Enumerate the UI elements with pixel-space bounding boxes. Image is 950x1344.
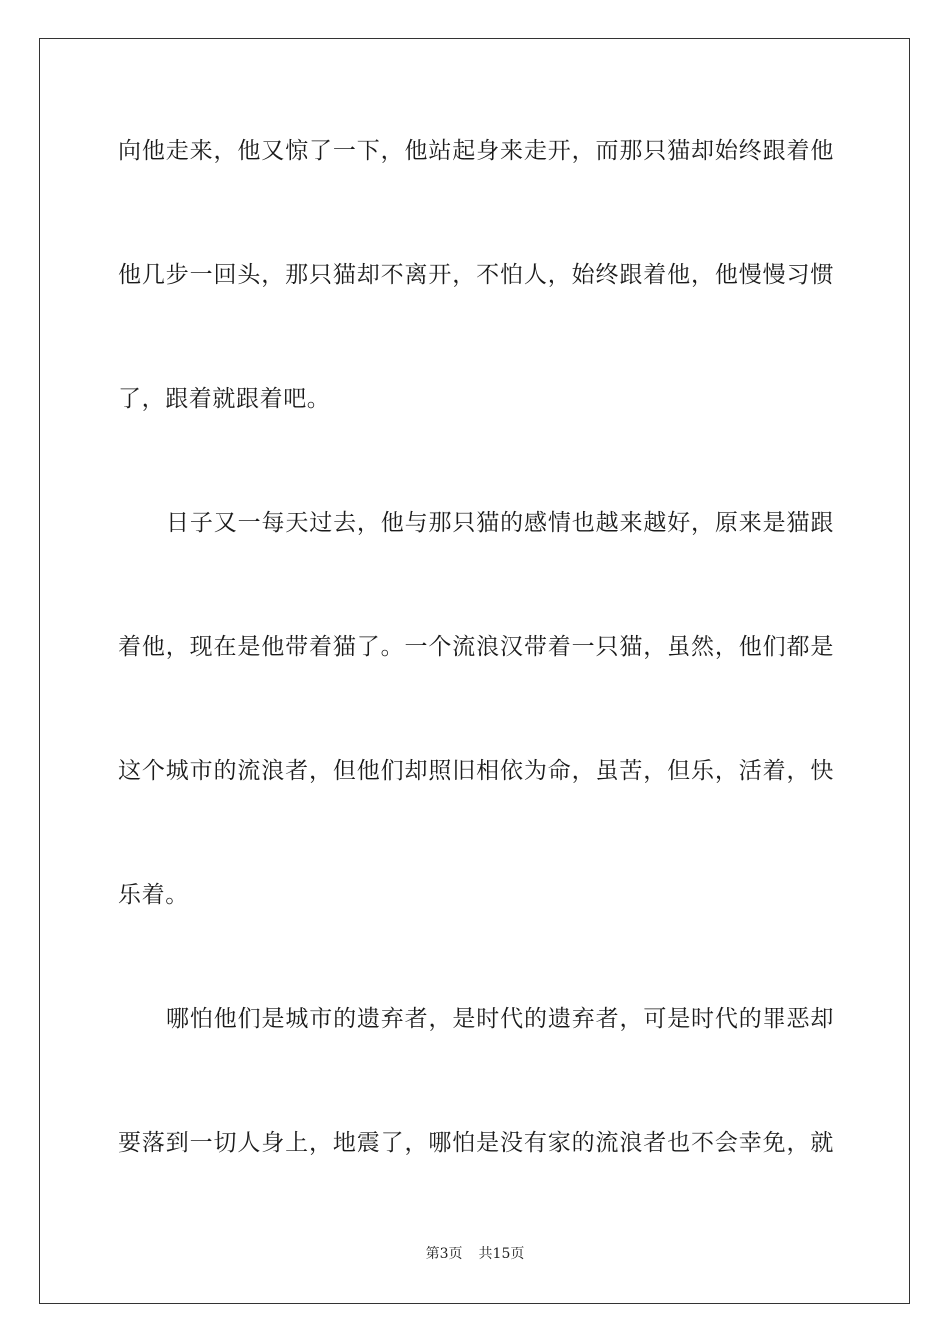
paragraph-start-line: 日子又一每天过去，他与那只猫的感情也越来越好，原来是猫跟 xyxy=(166,510,834,536)
page-border xyxy=(39,38,910,1304)
text-line: 了，跟着就跟着吧。 xyxy=(118,386,331,412)
page-footer xyxy=(0,1244,950,1264)
text-line: 着他，现在是他带着猫了。一个流浪汉带着一只猫，虽然，他们都是 xyxy=(118,634,834,660)
text-line: 这个城市的流浪者，但他们却照旧相依为命，虽苦，但乐，活着，快 xyxy=(118,758,834,784)
page-total: 共15页 xyxy=(478,1246,525,1262)
text-line: 乐着。 xyxy=(118,882,189,908)
text-line: 要落到一切人身上，地震了，哪怕是没有家的流浪者也不会幸免，就 xyxy=(118,1130,834,1156)
text-line: 向他走来，他又惊了一下，他站起身来走开，而那只猫却始终跟着他 xyxy=(118,138,834,164)
page-number: 第3页 xyxy=(425,1246,463,1262)
paragraph-start-line: 哪怕他们是城市的遗弃者，是时代的遗弃者，可是时代的罪恶却 xyxy=(166,1006,834,1032)
text-line: 他几步一回头，那只猫却不离开，不怕人，始终跟着他，他慢慢习惯 xyxy=(118,262,834,288)
